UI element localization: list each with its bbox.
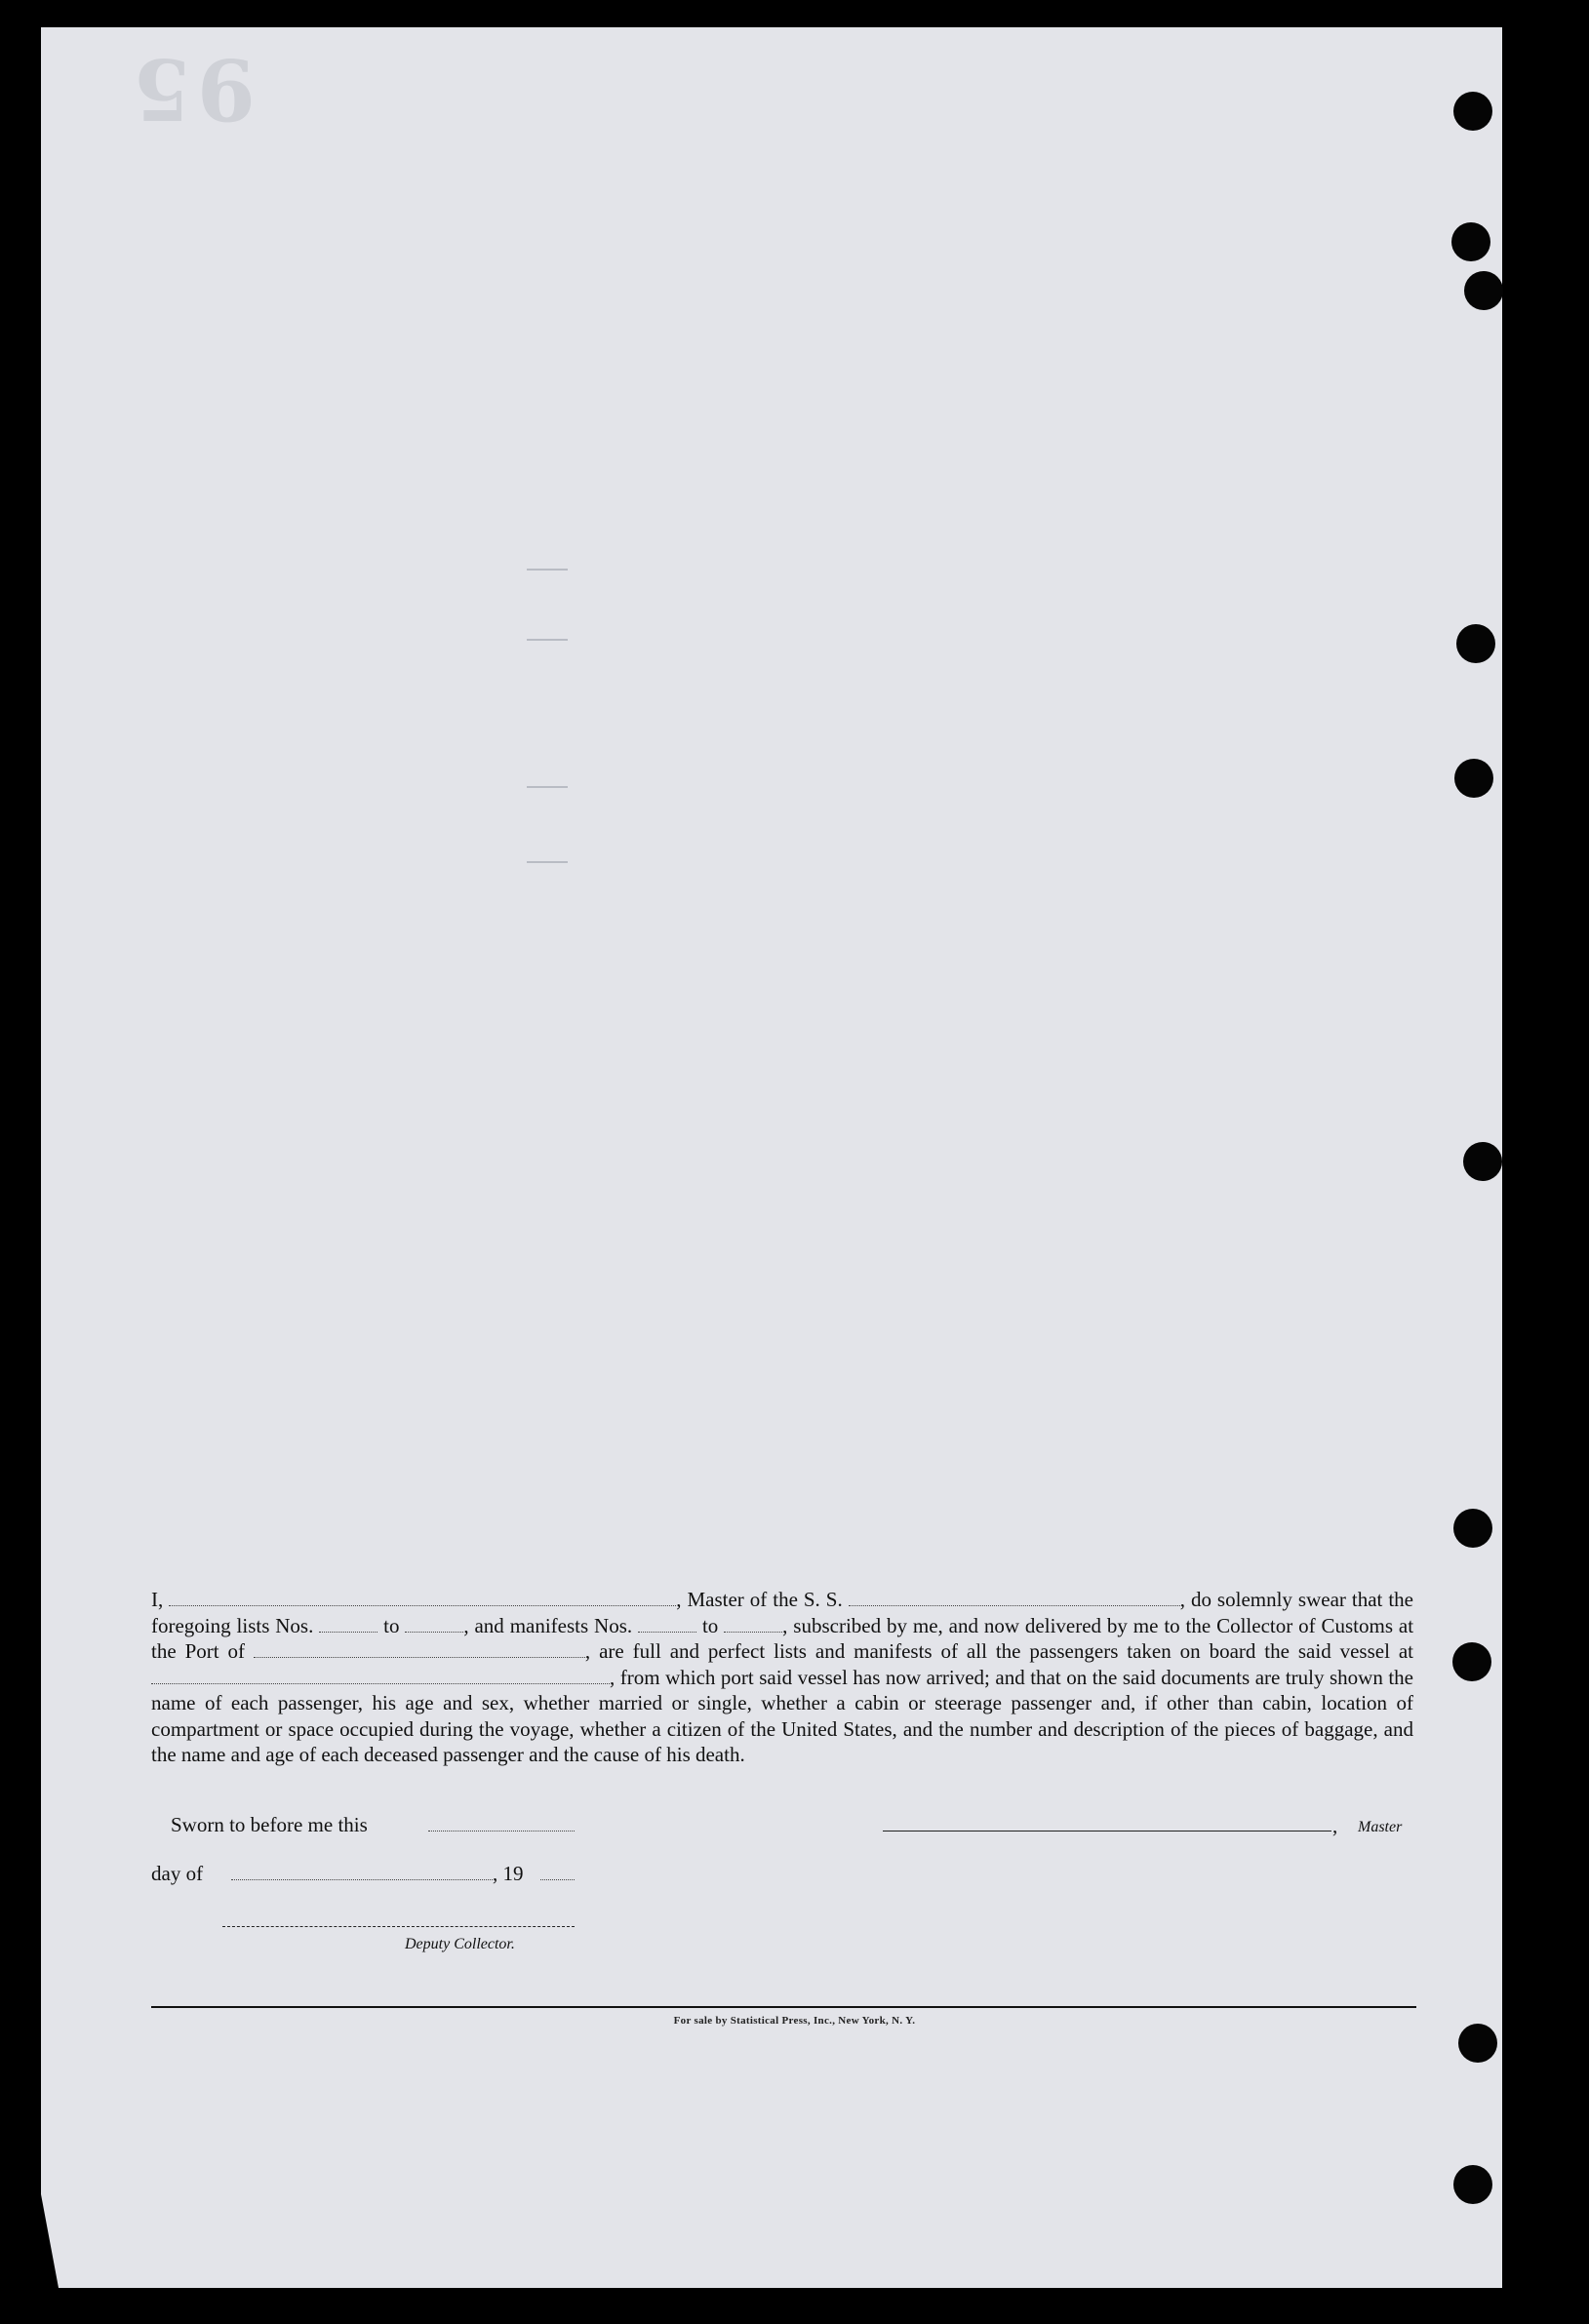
punch-hole [1453,2165,1492,2204]
faint-mark [527,786,568,788]
punch-hole [1458,2024,1497,2063]
faint-mark [527,639,568,641]
year-blank[interactable] [540,1879,575,1880]
faint-mark [527,569,568,571]
oath-text: to [701,1613,719,1637]
publisher-footer: For sale by Statistical Press, Inc., New York, N. Y. [673,2015,916,2027]
signature-comma: , [1332,1814,1338,1837]
punch-hole [1452,1642,1491,1681]
punch-hole [1453,1509,1492,1548]
oath-text: to [383,1613,400,1637]
lists-to-blank[interactable] [405,1615,463,1633]
month-blank[interactable] [231,1879,493,1880]
manifests-to-blank[interactable] [724,1615,782,1633]
manifests-from-blank[interactable] [638,1615,696,1633]
master-label: Master [1358,1819,1403,1835]
day-of-label: day of [151,1862,204,1885]
oath-text: , do solemnly swear that the foregoing lists Nos. [151,1588,1413,1637]
punch-hole [1463,1142,1502,1181]
departure-port-blank[interactable] [151,1667,610,1684]
port-blank[interactable] [254,1640,585,1658]
punch-hole [1464,271,1503,310]
oath-text: , from which port said vessel has now arrived; and that on the said documents are truly shown the name of each passenger, his age and sex, whether married or single, whether a cabin or steerage passenger and, if other than cabin, location of compartment or space occupied during the voyage, whether a citizen of the United States, and the number and description of the pieces of baggage, and the name and age of each deceased passenger and the cause of his death. [151,1665,1413,1766]
master-signature-line[interactable] [883,1831,1331,1832]
oath-text: , subscribed by me, and now delivered by me to the Collector of Customs at the Port of [151,1613,1414,1663]
punch-hole [1451,222,1490,261]
oath-text: , and manifests Nos. [463,1613,633,1637]
faint-mark [527,861,568,863]
oath-text: , Master of the S. S. [676,1588,843,1611]
punch-hole [1456,624,1495,663]
deputy-collector-label: Deputy Collector. [405,1936,515,1952]
footer-rule [151,2006,1416,2008]
oath-text: I, [151,1588,164,1611]
sworn-day-blank[interactable] [428,1831,575,1832]
bleed-through-number: 95 [127,39,256,138]
punch-hole [1454,759,1493,798]
ship-name-blank[interactable] [849,1589,1180,1606]
deputy-signature-line[interactable] [222,1926,575,1927]
master-name-blank[interactable] [169,1589,676,1606]
sworn-label: Sworn to before me this [171,1813,368,1836]
oath-text: , are full and perfect lists and manifests of all the passengers taken on board the said vessel at [584,1639,1414,1663]
master-oath-paragraph [151,1587,1413,1768]
punch-hole [1453,92,1492,131]
year-prefix: , 19 [493,1862,524,1885]
document-page [41,27,1502,2288]
lists-from-blank[interactable] [319,1615,377,1633]
